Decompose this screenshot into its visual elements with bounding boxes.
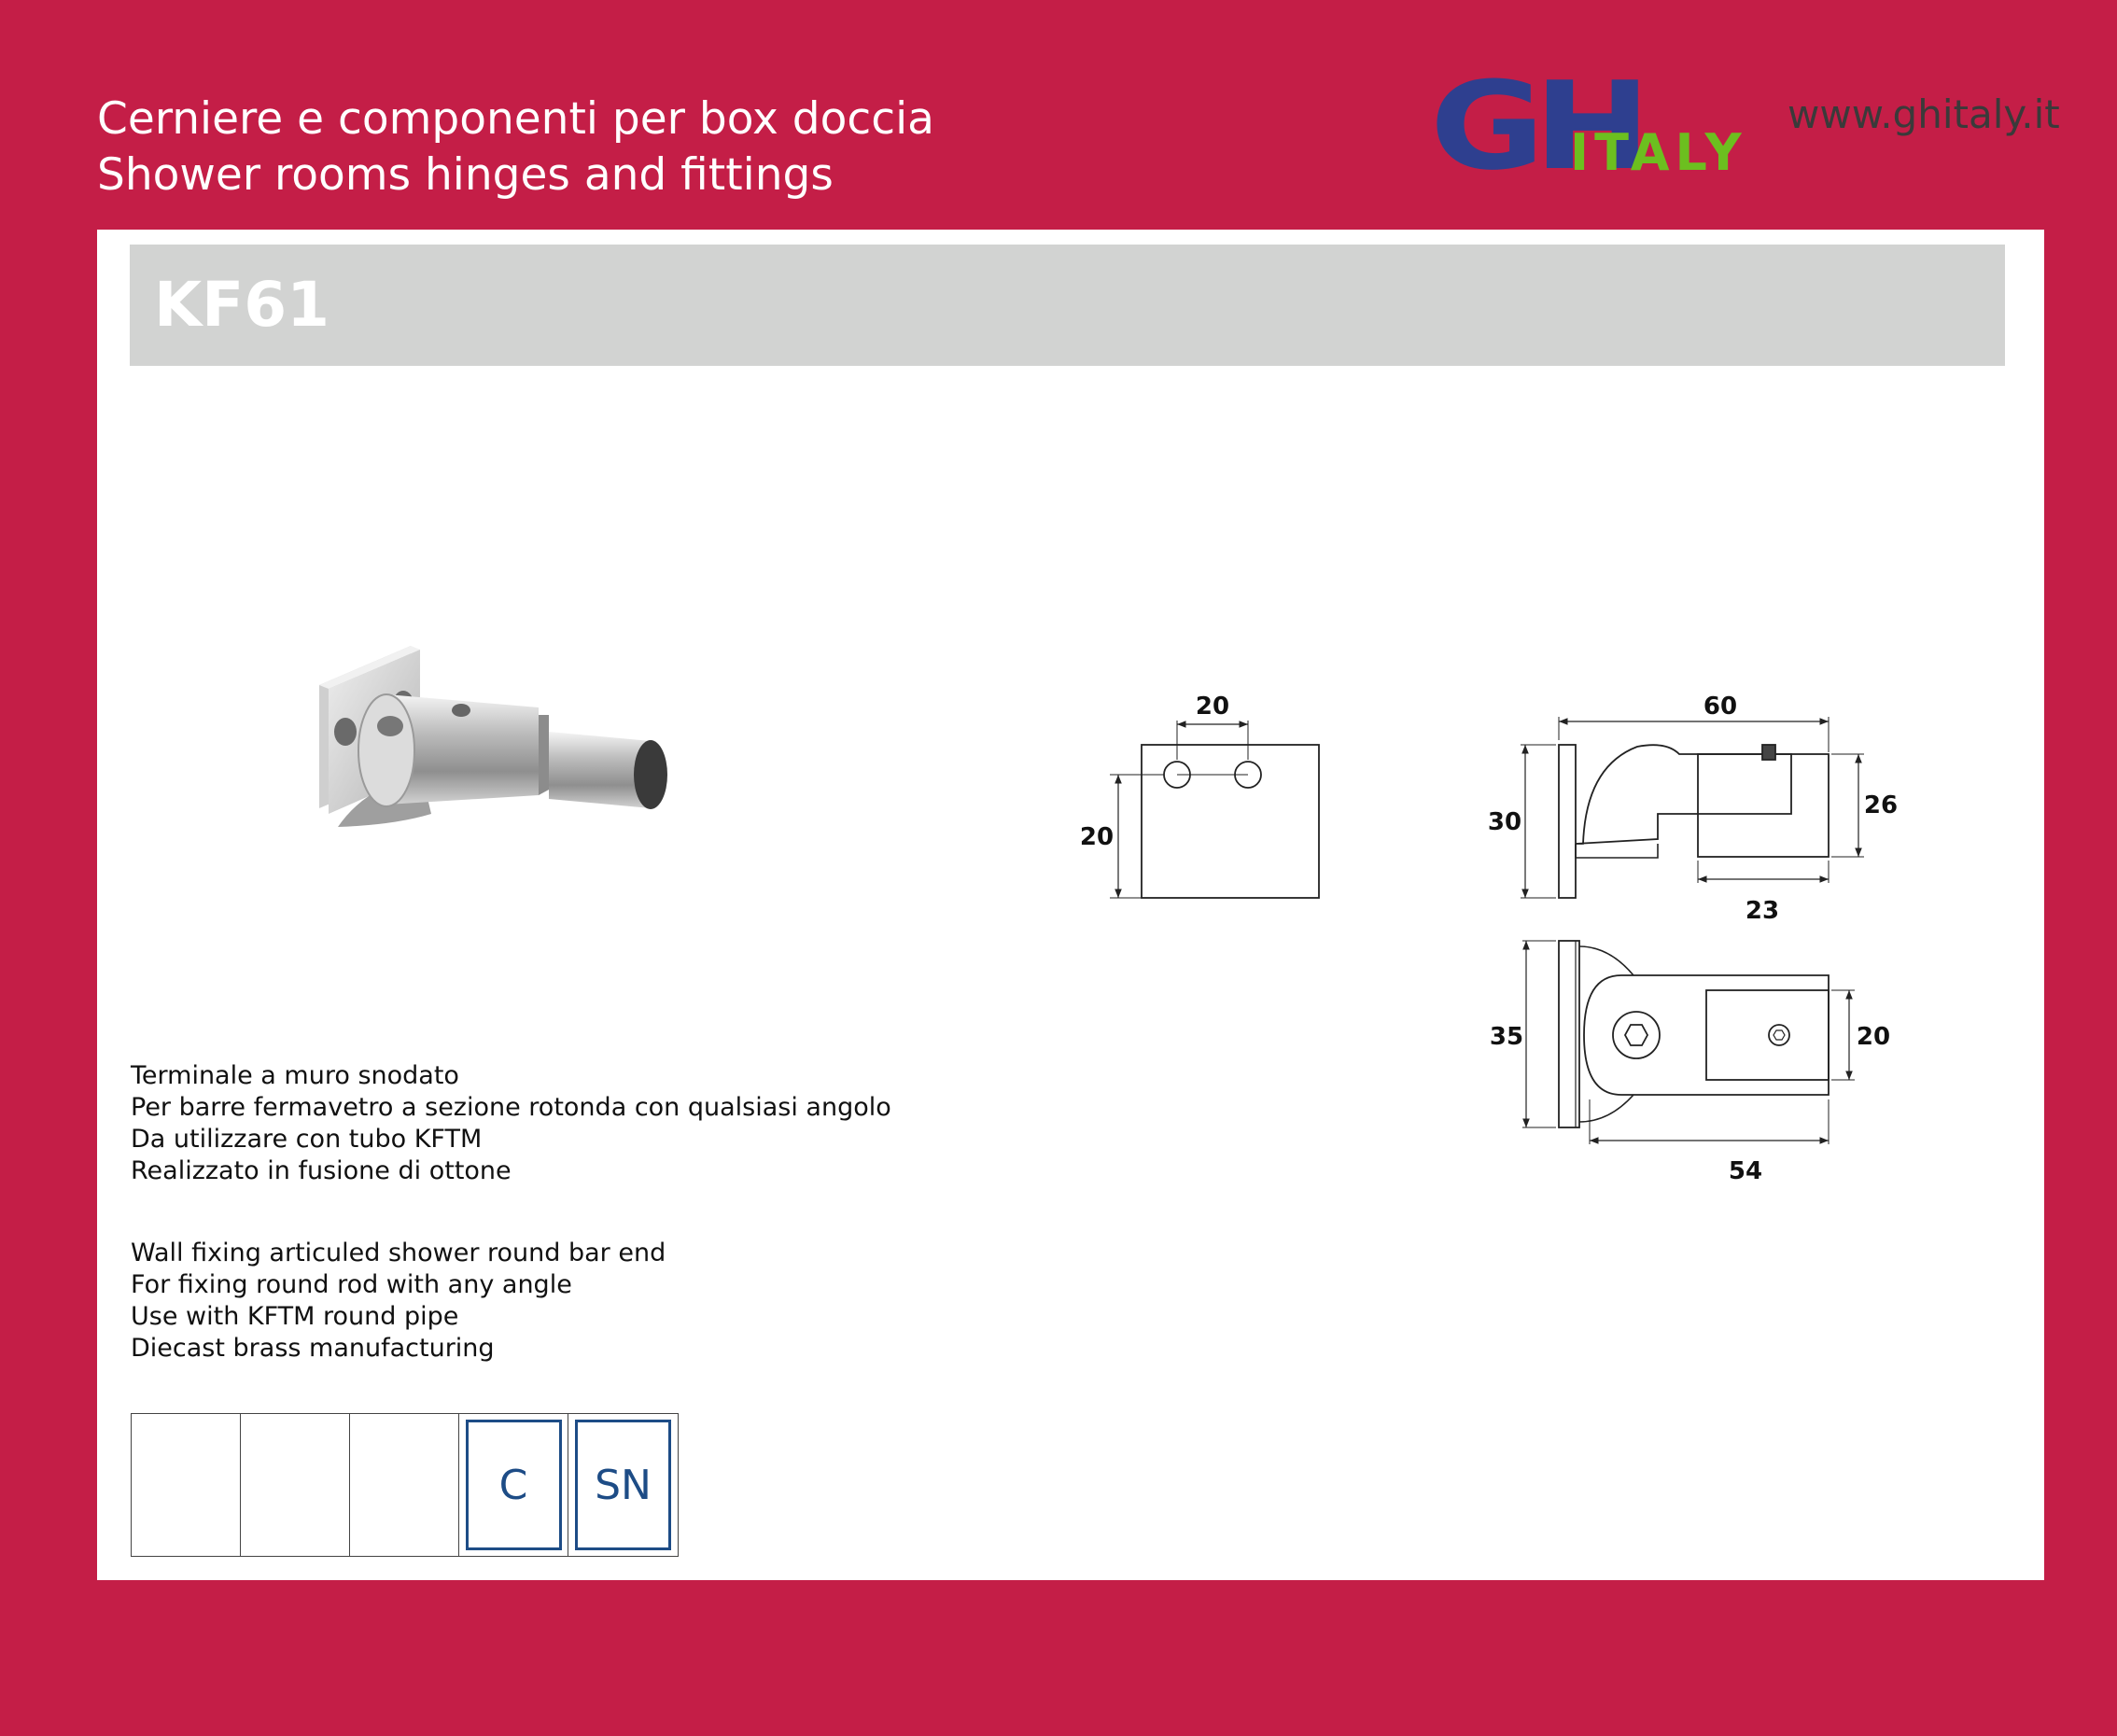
dim-front-height: 20 [1079,823,1115,851]
dim-side-tube-length: 23 [1745,897,1780,925]
dim-side-height: 30 [1487,808,1522,836]
top-view-tube [1706,990,1829,1080]
side-view-plate [1559,745,1576,898]
description-line: Terminale a muro snodato [131,1061,459,1090]
product-sheet [97,230,2044,1580]
svg-text:ITALY: ITALY [1570,123,1747,182]
dim-top-height: 35 [1489,1023,1524,1051]
description-line: Wall fixing articuled shower round bar end [131,1239,666,1267]
description-line: Use with KFTM round pipe [131,1302,459,1331]
description-english [131,1238,666,1365]
set-screw [1769,1025,1789,1045]
gh-italy-logo [1428,51,1774,197]
dim-side-tube-height: 26 [1863,791,1899,819]
dim-top-width: 20 [1856,1023,1891,1051]
dim-front-hole-spacing: 20 [1195,693,1230,721]
finish-cell-empty [132,1414,241,1556]
top-view-plate [1559,941,1579,1127]
finish-table [131,1413,679,1557]
finish-code-c: C [466,1420,562,1550]
dim-side-length: 60 [1703,693,1738,721]
side-view-body [1576,745,1791,844]
product-photo [301,592,861,1096]
dim-top-length: 54 [1728,1157,1763,1185]
finish-cell-empty [350,1414,459,1556]
svg-text:GH: GH [1430,55,1640,197]
title-bar [130,245,2005,366]
side-view-tube [1698,754,1829,857]
hex-screw [1613,1012,1660,1058]
header-title-italian: Cerniere e componenti per box doccia [97,93,934,145]
description-line: Per barre fermavetro a sezione rotonda con qualsiasi angolo [131,1093,891,1122]
front-view-plate [1142,745,1319,898]
description-italian [131,1060,891,1187]
description-line: Diecast brass manufacturing [131,1334,495,1363]
finish-cell-empty [241,1414,350,1556]
finish-code-sn: SN [575,1420,671,1550]
technical-drawing [1079,650,2034,1228]
finish-cell-chrome [459,1414,568,1556]
product-code: KF61 [154,269,330,341]
description-line: Realizzato in fusione di ottone [131,1156,512,1185]
description-line: For fixing round rod with any angle [131,1270,572,1299]
finish-cell-satin-nickel [568,1414,678,1556]
website-url[interactable]: www.ghitaly.it [1788,91,2060,137]
header-title-english: Shower rooms hinges and fittings [97,149,834,201]
description-line: Da utilizzare con tubo KFTM [131,1125,483,1154]
